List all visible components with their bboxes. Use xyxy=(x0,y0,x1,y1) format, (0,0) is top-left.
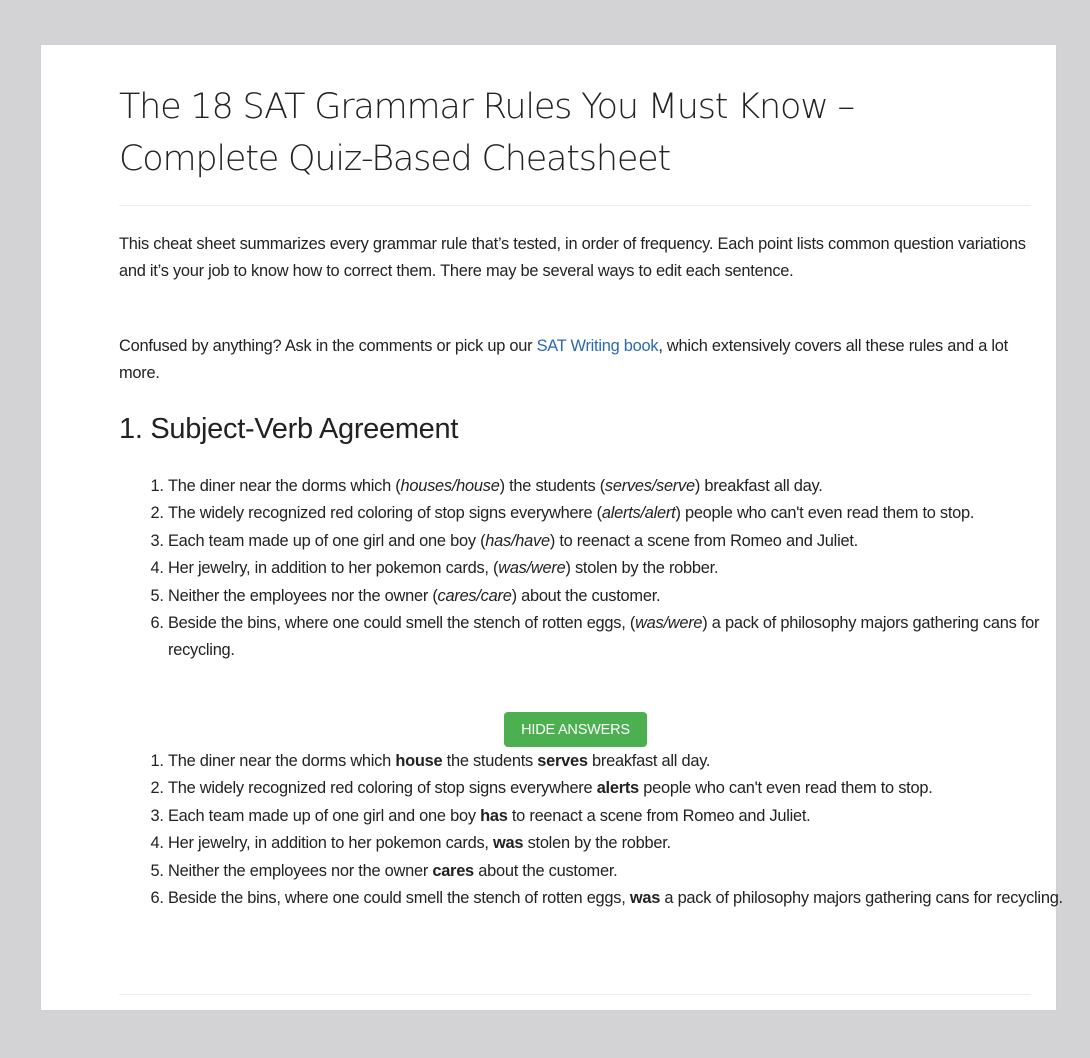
answer-list xyxy=(140,748,1063,912)
sentence-text: Neither the employees nor the owner xyxy=(168,861,433,880)
correct-answer: alerts xyxy=(596,779,639,798)
question-item xyxy=(168,610,1063,665)
answer-item xyxy=(168,748,1063,775)
answer-item xyxy=(168,803,1063,830)
sentence-text: the students xyxy=(442,752,538,770)
sentence-text: ) stolen by the robber. xyxy=(565,559,719,578)
sentence-text: Her jewelry, in addition to her pokemon cards, xyxy=(168,834,494,853)
correct-answer: house xyxy=(395,752,443,770)
sentence-text: stolen by the robber. xyxy=(523,834,671,853)
answer-choices: was/were xyxy=(635,614,703,633)
sentence-text: ) breakfast all day. xyxy=(694,477,823,495)
sentence-text: The widely recognized red coloring of stop signs everywhere xyxy=(168,779,597,798)
help-text-before: Confused by anything? Ask in the comments or pick up our xyxy=(119,337,537,355)
question-item xyxy=(168,500,1063,527)
correct-answer: was xyxy=(629,889,661,908)
sentence-text: The diner near the dorms which ( xyxy=(168,477,401,495)
intro-paragraph: This cheat sheet summarizes every grammar rule that’s tested, in order of frequency. Each point lists common question variations and it’s your job to know how to correct them. There may be several ways to edit each sentence. xyxy=(119,235,1026,280)
sentence-text: ) a pack of philosophy majors gathering cans for recycling. xyxy=(168,614,1040,660)
answer-item xyxy=(168,830,1063,857)
title-divider xyxy=(119,205,1031,206)
answer-choices: houses/house xyxy=(400,477,500,495)
sentence-text: ) people who can't even read them to stop. xyxy=(675,504,975,523)
sentence-text: Beside the bins, where one could smell the stench of rotten eggs, xyxy=(168,889,630,908)
sentence-text: Each team made up of one girl and one boy ( xyxy=(168,531,486,550)
sat-writing-book-link[interactable]: SAT Writing book xyxy=(536,337,659,355)
sentence-text: a pack of philosophy majors gathering cans for recycling. xyxy=(660,889,1063,908)
question-item xyxy=(168,473,1063,500)
sentence-text: Beside the bins, where one could smell the stench of rotten eggs, ( xyxy=(168,614,636,633)
help-text-after: , which extensively covers all these rules and a lot more. xyxy=(119,337,1008,382)
article-card xyxy=(41,45,1063,1010)
correct-answer: serves xyxy=(537,752,588,770)
question-list xyxy=(140,473,1063,665)
page-title: The 18 SAT Grammar Rules You Must Know – Complete Quiz-Based Cheatsheet xyxy=(119,87,854,179)
question-item xyxy=(168,528,1063,555)
hide-answers-button[interactable]: HIDE ANSWERS xyxy=(504,712,647,747)
answer-item xyxy=(168,858,1063,885)
sentence-text: about the customer. xyxy=(473,861,618,880)
answer-choices: has/have xyxy=(485,531,550,550)
answer-choices: alerts/alert xyxy=(601,504,676,523)
answer-item xyxy=(168,885,1063,912)
sentence-text: ) about the customer. xyxy=(511,586,661,605)
answer-choices: serves/serve xyxy=(604,477,695,495)
section-heading: 1. Subject-Verb Agreement xyxy=(119,413,459,445)
answer-choices: cares/care xyxy=(437,586,512,605)
question-item xyxy=(168,583,1063,610)
sentence-text: The diner near the dorms which xyxy=(168,752,396,770)
sentence-text: breakfast all day. xyxy=(587,752,711,770)
correct-answer: has xyxy=(480,806,508,825)
sentence-text: Her jewelry, in addition to her pokemon cards, ( xyxy=(168,559,499,578)
correct-answer: cares xyxy=(432,861,474,880)
section-divider xyxy=(119,994,1031,995)
sentence-text: Neither the employees nor the owner ( xyxy=(168,586,438,605)
correct-answer: was xyxy=(493,834,524,853)
sentence-text: to reenact a scene from Romeo and Juliet. xyxy=(507,806,811,825)
sentence-text: people who can't even read them to stop. xyxy=(638,779,933,798)
sentence-text: Each team made up of one girl and one boy xyxy=(168,806,481,825)
sentence-text: The widely recognized red coloring of stop signs everywhere ( xyxy=(168,504,602,523)
answer-item xyxy=(168,775,1063,802)
answer-choices: was/were xyxy=(498,559,566,578)
question-item xyxy=(168,555,1063,582)
help-paragraph xyxy=(119,333,1034,387)
sentence-text: ) the students ( xyxy=(499,477,605,495)
sentence-text: ) to reenact a scene from Romeo and Juliet. xyxy=(549,531,858,550)
